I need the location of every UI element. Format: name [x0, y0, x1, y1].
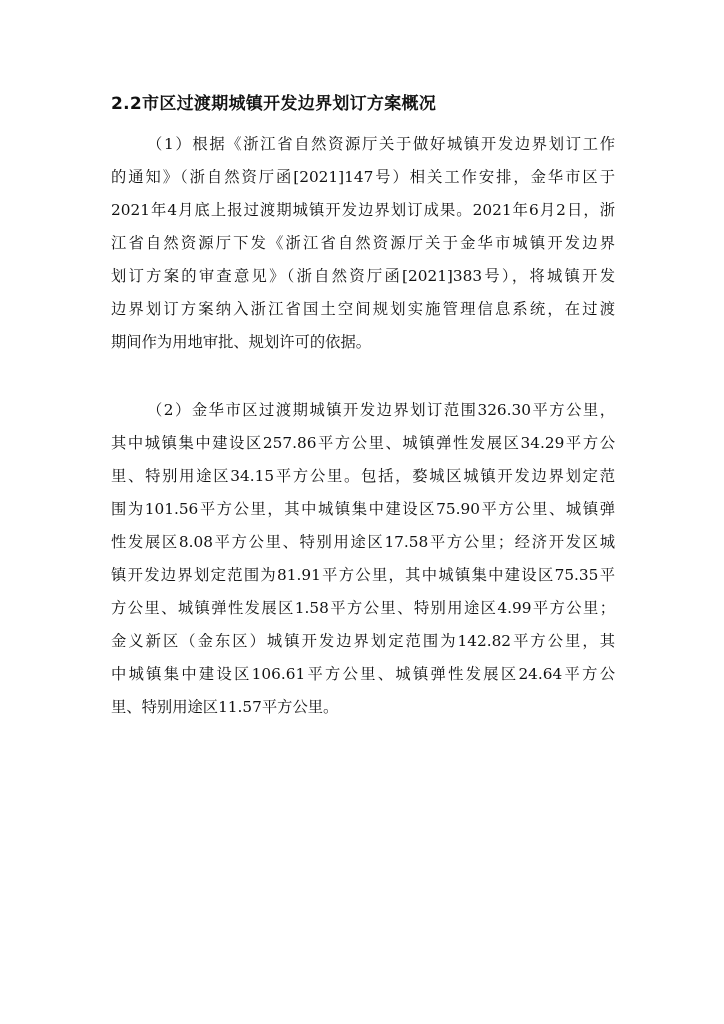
section-heading: 2.2市区过渡期城镇开发边界划订方案概况	[111, 94, 437, 114]
paragraph-line: 方公里、城镇弹性发展区1.58平方公里、特别用途区4.99平方公里；	[111, 599, 615, 617]
paragraph-line: 中城镇集中建设区106.61平方公里、城镇弹性发展区24.64平方公	[111, 665, 615, 683]
paragraph-line: 期间作为用地审批、规划许可的依据。	[111, 333, 372, 351]
paragraph-line: （1）根据《浙江省自然资源厅关于做好城镇开发边界划订工作	[147, 135, 615, 153]
paragraph-line: 江省自然资源厅下发《浙江省自然资源厅关于金华市城镇开发边界	[111, 234, 615, 252]
paragraph-line: （2）金华市区过渡期城镇开发边界划订范围326.30平方公里，	[147, 401, 615, 419]
paragraph-line: 围为101.56平方公里，其中城镇集中建设区75.90平方公里、城镇弹	[111, 500, 615, 518]
paragraph-line: 性发展区8.08平方公里、特别用途区17.58平方公里；经济开发区城	[111, 533, 615, 551]
paragraph-line: 边界划订方案纳入浙江省国土空间规划实施管理信息系统，在过渡	[111, 300, 615, 318]
paragraph-2	[111, 394, 615, 724]
paragraph-line: 其中城镇集中建设区257.86平方公里、城镇弹性发展区34.29平方公	[111, 434, 615, 452]
paragraph-line: 金义新区（金东区）城镇开发边界划定范围为142.82平方公里，其	[111, 632, 615, 650]
paragraph-line: 镇开发边界划定范围为81.91平方公里，其中城镇集中建设区75.35平	[111, 566, 615, 584]
paragraph-1	[111, 128, 615, 359]
paragraph-line: 的通知》（浙自然资厅函[2021]147号）相关工作安排，金华市区于	[111, 168, 615, 186]
paragraph-line: 里、特别用途区34.15平方公里。包括，婺城区城镇开发边界划定范	[111, 467, 615, 485]
paragraph-line: 2021年4月底上报过渡期城镇开发边界划订成果。2021年6月2日，浙	[111, 201, 615, 219]
paragraph-line: 里、特别用途区11.57平方公里。	[111, 698, 339, 716]
paragraph-line: 划订方案的审查意见》（浙自然资厅函[2021]383号），将城镇开发	[111, 267, 615, 285]
